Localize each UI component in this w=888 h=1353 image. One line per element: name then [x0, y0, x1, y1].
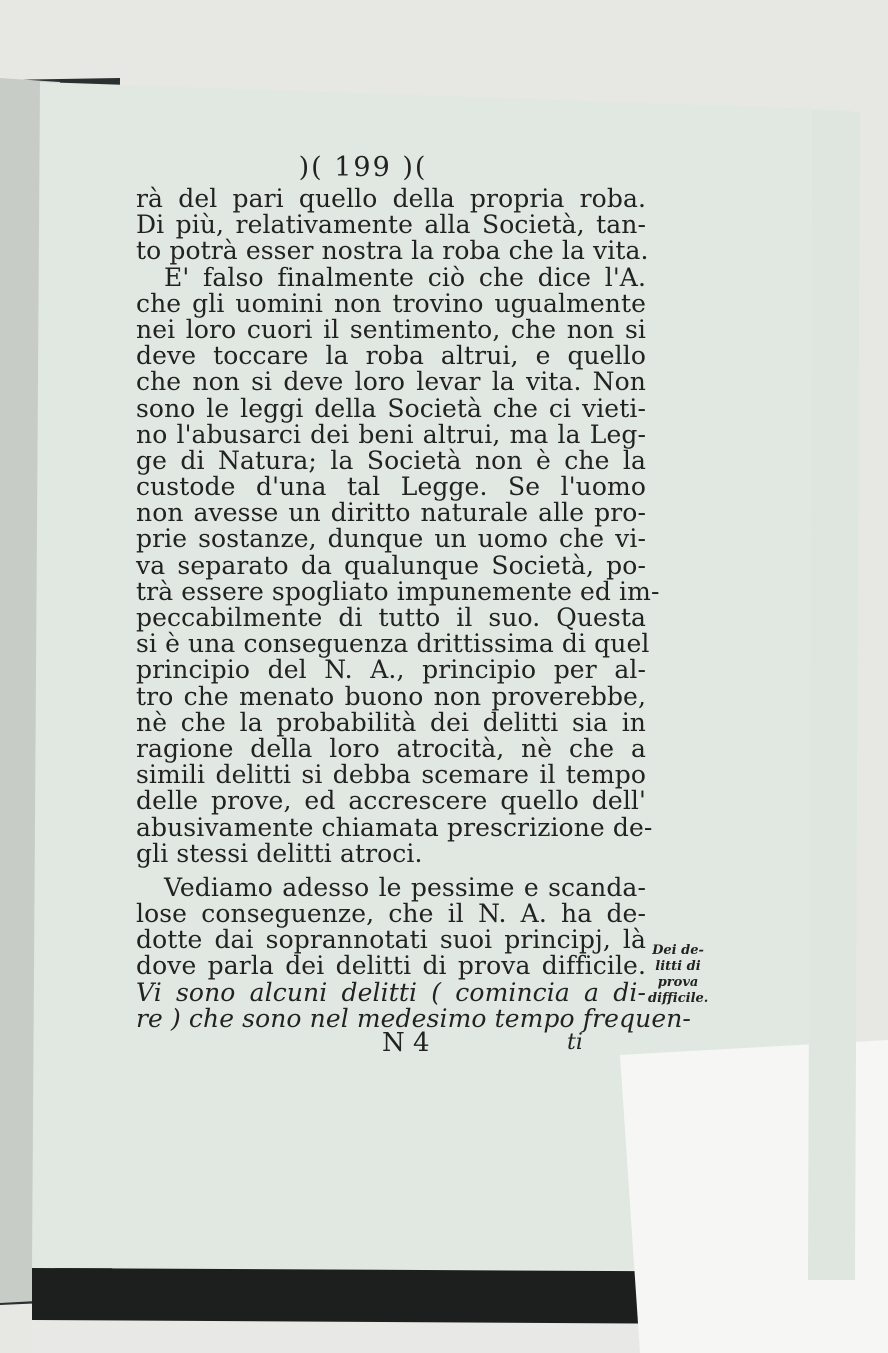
text-line: sono le leggi della Società che ci vieti- — [136, 393, 646, 423]
text-line: nè che la probabilità dei delitti sia in — [136, 707, 646, 737]
margin-note — [648, 943, 708, 1007]
text-line: Vi sono alcuni delitti ( comincia a di- — [136, 977, 646, 1007]
text-line: gli stessi delitti atroci. — [136, 838, 423, 868]
text-line: che non si deve loro levar la vita. Non — [136, 367, 646, 397]
text-line: to potrà esser nostra la roba che la vita. — [136, 236, 649, 266]
text-line: rà del pari quello della propria roba. — [136, 184, 646, 213]
text-line: custode d'una tal Legge. Se l'uomo — [136, 472, 646, 502]
text-line: Di più, relativamente alla Società, tan- — [136, 210, 646, 240]
text-line: peccabilmente di tutto il suo. Questa — [136, 603, 646, 632]
text-line: si è una conseguenza drittissima di quel — [136, 629, 650, 659]
text-line: principio del N. A., principio per al- — [136, 655, 646, 685]
text-line: dotte dai soprannotati suoi principj, là — [136, 925, 646, 955]
text-line: nei loro cuori il sentimento, che non si — [136, 314, 646, 344]
text-line: va separato da qualunque Società, po- — [136, 550, 646, 580]
text-line: non avesse un diritto naturale alle pro- — [136, 498, 646, 528]
text-line: lose conseguenze, che il N. A. ha de- — [136, 899, 646, 929]
text-line: abusivamente chiamata prescrizione de- — [136, 812, 653, 842]
text-line: no l'abusarci dei beni altrui, ma la Leg- — [136, 419, 646, 449]
text-line: delle prove, ed accrescere quello dell' — [136, 786, 646, 816]
text-line: trà essere spogliato impunemente ed im- — [136, 576, 660, 606]
text-line: tro che menato buono non proverebbe, — [136, 681, 646, 711]
right-dark-edge — [808, 110, 860, 1280]
margin-note-line: litti di — [655, 959, 701, 974]
text-line: simili delitti si debba scemare il tempo — [136, 760, 646, 790]
margin-note-line: prova — [657, 975, 699, 990]
page-footer — [240, 1028, 640, 1058]
text-line: E' falso finalmente ciò che dice l'A. — [164, 262, 646, 292]
text-line: Vediamo adesso le pessime e scanda- — [164, 872, 646, 902]
margin-note-line: Dei de- — [652, 943, 704, 958]
text-line: re ) che sono nel medesimo tempo frequen- — [136, 1003, 691, 1033]
text-line: che gli uomini non trovino ugualmente — [136, 288, 646, 318]
page-text — [136, 150, 691, 1033]
text-line: deve toccare la roba altrui, e quello — [136, 341, 646, 371]
catchword: ti — [567, 1030, 583, 1055]
text-line: ge di Natura; la Società non è che la — [136, 445, 646, 475]
text-line: prie sostanze, dunque un uomo che vi- — [136, 524, 646, 554]
signature-mark: N 4 — [382, 1028, 430, 1058]
text-line: dove parla dei delitti di prova difficile. — [136, 951, 646, 981]
running-header: )( 199 )( — [298, 152, 428, 183]
text-line: ragione della loro atrocità, nè che a — [136, 733, 646, 763]
margin-note-line: difficile. — [648, 991, 709, 1006]
